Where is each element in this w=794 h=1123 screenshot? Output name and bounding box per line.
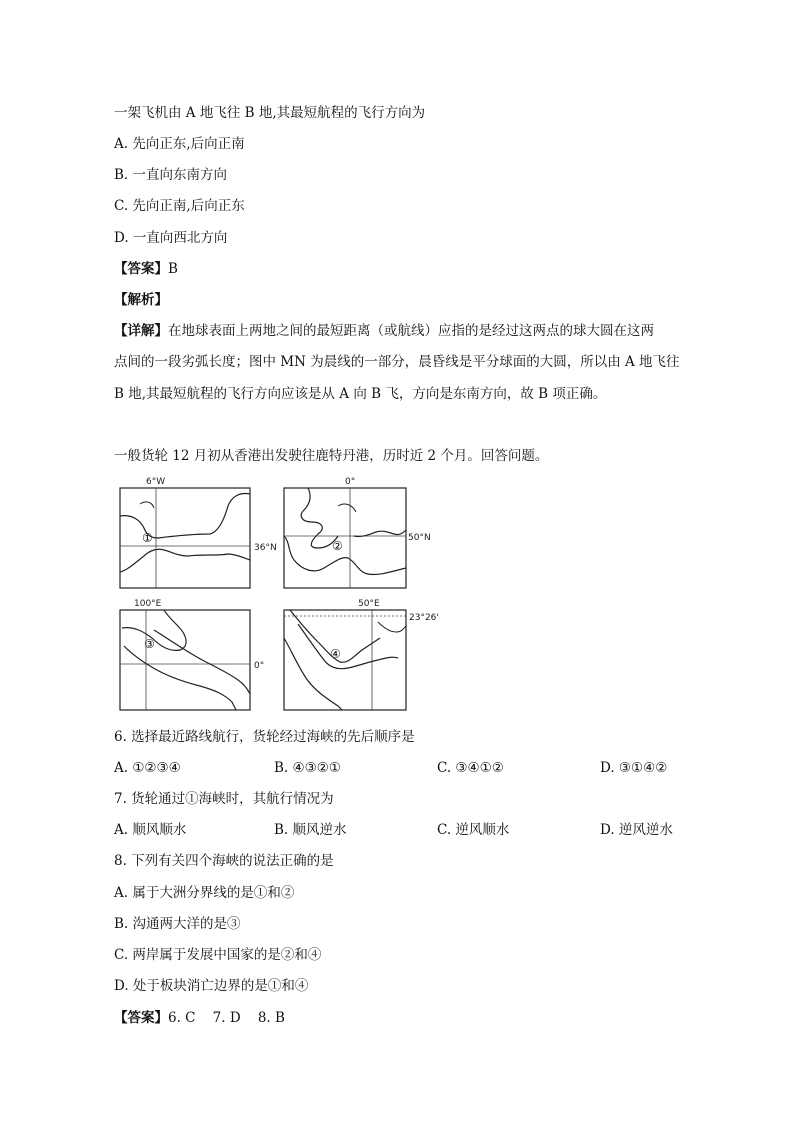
answer-value: B [168, 261, 178, 277]
q7-option-a: A. 顺风顺水 [114, 822, 187, 838]
map3-latitude-label: 0° [254, 661, 265, 671]
strait-map-1 [114, 476, 284, 592]
map4-latitude-label: 23°26' [409, 613, 439, 623]
answers-value: 6. C 7. D 8. B [168, 1010, 285, 1026]
map1-longitude-label: 6°W [146, 477, 166, 487]
q7-stem: 7. 货轮通过①海峡时，其航行情况为 [114, 791, 334, 807]
q1-stem: 一架飞机由 A 地飞往 B 地,其最短航程的飞行方向为 [114, 105, 426, 121]
q7-option-d: D. 逆风逆水 [600, 822, 673, 838]
q1-option-a: A. 先向正东,后向正南 [114, 136, 245, 152]
detail-line-3: B 地,其最短航程的飞行方向应该是从 A 向 B 飞，方向是东南方向，故 B 项正确。 [114, 386, 607, 402]
analysis-tag: 【解析】 [114, 292, 168, 308]
map2-longitude-label: 0° [345, 477, 356, 487]
q1-option-c: C. 先向正南,后向正东 [114, 198, 245, 214]
q8-option-a: A. 属于大洲分界线的是①和② [114, 885, 295, 901]
map1-latitude-label: 36°N [254, 543, 277, 553]
q1-option-d: D. 一直向西北方向 [114, 230, 228, 246]
q6-option-a: A. ①②③④ [114, 760, 181, 776]
map1-strait-marker: ① [142, 531, 153, 545]
strait-map-3 [114, 598, 284, 714]
q8-option-b: B. 沟通两大洋的是③ [114, 916, 241, 932]
q6-option-c: C. ③④①② [437, 760, 504, 776]
q6-option-b: B. ④③②① [274, 760, 341, 776]
map4-longitude-label: 50°E [358, 599, 380, 609]
answer-tag: 【答案】 [114, 1010, 168, 1026]
q2-answers [114, 1008, 285, 1028]
map4-strait-marker: ④ [330, 647, 341, 661]
q6-stem: 6. 选择最近路线航行，货轮经过海峡的先后顺序是 [114, 729, 415, 745]
map2-latitude-label: 50°N [408, 533, 431, 543]
detail-text-1: 在地球表面上两地之间的最短距离（或航线）应指的是经过这两点的球大圆在这两 [168, 323, 654, 339]
map3-longitude-label: 100°E [134, 599, 162, 609]
q8-stem: 8. 下列有关四个海峡的说法正确的是 [114, 853, 334, 869]
answer-tag: 【答案】 [114, 261, 168, 277]
detail-line-2: 点间的一段劣弧长度；图中 MN 为晨线的一部分，晨昏线是平分球面的大圆，所以由 A 地飞往 [114, 354, 680, 370]
q8-option-c: C. 两岸属于发展中国家的是②和④ [114, 947, 322, 963]
detail-tag: 【详解】 [114, 323, 168, 339]
q7-option-b: B. 顺风逆水 [274, 822, 347, 838]
q6-option-d: D. ③①④② [600, 760, 668, 776]
map2-strait-marker: ② [332, 539, 343, 553]
q8-option-d: D. 处于板块消亡边界的是①和④ [114, 978, 309, 994]
map3-strait-marker: ③ [144, 637, 155, 651]
q1-answer [114, 259, 178, 279]
q1-option-b: B. 一直向东南方向 [114, 167, 228, 183]
strait-map-2 [278, 476, 438, 592]
q2-intro: 一般货轮 12 月初从香港出发驶往鹿特丹港，历时近 2 个月。回答问题。 [114, 448, 549, 464]
detail-line-1 [114, 321, 654, 341]
q7-option-c: C. 逆风顺水 [437, 822, 510, 838]
strait-map-4 [278, 598, 458, 714]
